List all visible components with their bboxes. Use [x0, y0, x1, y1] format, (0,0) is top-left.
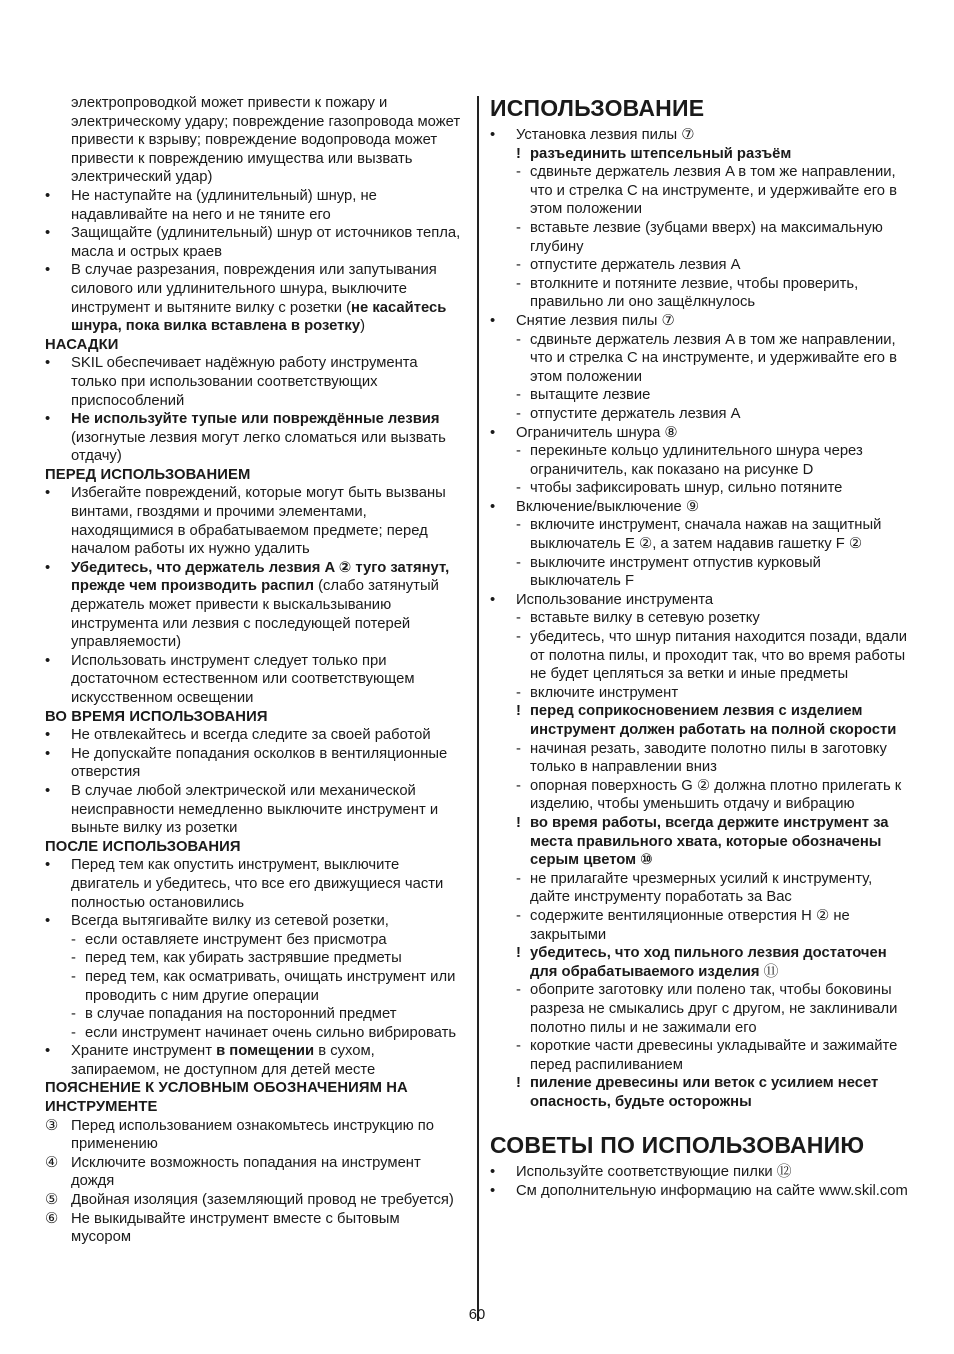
list-marker: •	[490, 127, 496, 143]
text-run: Не наступайте на (удлинительный) шнур, не надавливайте на него и не тяните его	[71, 187, 377, 223]
list-marker: -	[71, 1024, 76, 1041]
bullet-item	[45, 782, 463, 838]
warning-mark: !	[516, 1075, 521, 1092]
list-marker: •	[490, 312, 496, 329]
text-run: В случае любой электрической или механической неисправности немедленно выключите инструмент и выньте вилку из розетки	[71, 782, 439, 837]
bullet-item	[45, 745, 463, 782]
dash-item	[45, 1005, 463, 1024]
list-marker: •	[45, 411, 51, 428]
text-run: Защищайте (удлинительный) шнур от источников тепла, масла и острых краев	[71, 225, 461, 260]
list-marker: -	[516, 480, 521, 497]
text-run: если оставляете инструмент без присмотра	[85, 931, 387, 948]
text-run: ВО ВРЕМЯ ИСПОЛЬЗОВАНИЯ	[45, 708, 268, 725]
dash-item	[490, 740, 915, 777]
list-marker: -	[516, 740, 521, 757]
text-run: Использование инструмента	[516, 591, 714, 608]
list-marker: -	[516, 610, 521, 627]
symbol-item	[45, 1210, 463, 1247]
text-run: опорная поверхность G ② должна плотно прилегать к изделию, чтобы уменьшить отдачу и вибрацию	[530, 777, 902, 813]
warning-mark: !	[516, 145, 521, 162]
list-marker: •	[490, 1164, 496, 1181]
text-run: перед тем, как осматривать, очищать инструмент или проводить с ним другие операции	[85, 968, 456, 1004]
dash-item	[490, 479, 915, 498]
text-run: содержите вентиляционные отверстия H ② не закрытыми	[530, 907, 850, 943]
list-marker: •	[45, 559, 51, 576]
list-marker: •	[45, 857, 51, 874]
paragraph	[45, 94, 463, 187]
text-run: Избегайте повреждений, которые могут быть вызваны винтами, гвоздями и прочими элементами, находящимися в обрабатываемом предмете; перед началом работы их нужно удалить	[71, 485, 446, 558]
bullet-item	[45, 726, 463, 745]
symbol-number: ⑤	[45, 1192, 59, 1209]
text-run: См дополнительную информацию на сайте www.skil.com	[516, 1183, 908, 1200]
list-marker: •	[490, 424, 496, 441]
text-run: ПОЯСНЕНИЕ К УСЛОВНЫМ ОБОЗНАЧЕНИЯМ НА ИНСТРУМЕНТЕ	[45, 1080, 408, 1116]
list-marker: -	[71, 1006, 76, 1023]
list-marker: •	[45, 745, 51, 762]
text-run: если инструмент начинает очень сильно вибрировать	[85, 1024, 457, 1041]
text-run: SKIL обеспечивает надёжную работу инструмента только при использовании соответствующих приспособлений	[71, 355, 418, 409]
text-run: Двойная изоляция (заземляющий провод не требуется)	[71, 1192, 454, 1209]
dash-item	[490, 609, 915, 628]
bullet-item	[45, 559, 463, 652]
text-run: включите инструмент	[530, 684, 679, 701]
dash-item	[490, 275, 915, 312]
text-run: ⑪	[759, 963, 779, 980]
list-marker: •	[45, 262, 51, 279]
text-run: Ограничитель шнура ⑧	[516, 424, 678, 441]
bullet-item	[45, 224, 463, 261]
text-run: в случае попадания на посторонний предмет	[85, 1006, 397, 1023]
list-marker: -	[516, 257, 521, 274]
text-run: в сухом, запираемом, не доступном для детей месте	[71, 1043, 376, 1078]
text-run: не касайтесь шнура, пока вилка вставлена в розетку	[71, 299, 447, 335]
left-column	[45, 94, 463, 1247]
text-run: Храните инструмент	[71, 1043, 217, 1060]
warning-item	[490, 944, 915, 981]
list-marker: •	[490, 591, 496, 608]
symbol-item	[45, 1117, 463, 1154]
dash-item	[490, 405, 915, 424]
list-marker: -	[516, 554, 521, 571]
bullet-item	[490, 126, 915, 145]
text-run: убедитесь, что шнур питания находится позади, вдали от полотна пилы, и проходит так, что во время работы не будет цепляться за ветки и иные предметы	[530, 629, 908, 683]
list-marker: -	[516, 684, 521, 701]
list-marker: -	[71, 950, 76, 967]
bullet-item	[490, 498, 915, 517]
text-run: (слабо затянутый держатель может привести к выскальзыванию инструмента или лезвия с последующей потерей управляемости)	[71, 578, 439, 651]
list-marker: -	[516, 164, 521, 181]
text-run: обоприте заготовку или полено так, чтобы боковины разреза не смыкались друг с другом, не заклинивали полотно пилы и не зажимали его	[530, 982, 898, 1036]
dash-item	[490, 981, 915, 1037]
dash-item	[490, 554, 915, 591]
list-marker: •	[45, 782, 51, 799]
symbol-item	[45, 1154, 463, 1191]
symbol-number: ③	[45, 1117, 59, 1134]
text-run: перед соприкосновением лезвия с изделием инструмент должен работать на полной скорости	[530, 703, 897, 738]
list-marker: -	[516, 870, 521, 887]
list-marker: •	[45, 225, 51, 242]
text-run: вставьте лезвие (зубцами вверх) на максимальную глубину	[530, 219, 883, 255]
text-run: начиная резать, заводите полотно пилы в заготовку только в направлении вниз	[530, 740, 887, 776]
list-marker: -	[516, 387, 521, 404]
list-marker: -	[516, 443, 521, 460]
list-marker: -	[516, 907, 521, 924]
text-run: Всегда вытягивайте вилку из сетевой розетки,	[71, 913, 389, 930]
text-run: ИСПОЛЬЗОВАНИЕ	[490, 95, 705, 121]
text-run: Установка лезвия пилы ⑦	[516, 127, 695, 143]
list-marker: •	[45, 485, 51, 502]
text-run: Перед использованием ознакомьтесь инструкцию по применению	[71, 1117, 435, 1153]
text-run: разъединить штепсельный разъём	[530, 145, 792, 162]
bullet-item	[45, 856, 463, 912]
text-run: пиление древесины или веток с усилием несет опасность, будьте осторожны	[530, 1075, 879, 1110]
dash-item	[45, 949, 463, 968]
text-run: перед тем, как убирать застрявшие предметы	[85, 950, 402, 967]
section-heading	[45, 708, 463, 727]
text-run: отпустите держатель лезвия A	[530, 405, 741, 422]
text-run: В случае разрезания, повреждения или запутывания силового или удлинительного шнура, выключите инструмент и вытяните вилку с розетки (	[71, 262, 437, 316]
right-column	[490, 94, 915, 1201]
text-run: Используйте соответствующие пилки ⑫	[516, 1164, 792, 1181]
list-marker: -	[516, 219, 521, 236]
page-number: 60	[468, 1307, 486, 1323]
list-marker: -	[516, 982, 521, 999]
bullet-item	[45, 912, 463, 931]
dash-item	[490, 684, 915, 703]
text-run: убедитесь, что ход пильного лезвия достаточен для обрабатываемого изделия	[530, 945, 887, 980]
warning-item	[490, 145, 915, 164]
list-marker: -	[516, 1038, 521, 1055]
dash-item	[490, 256, 915, 275]
list-marker: •	[45, 913, 51, 930]
warning-item	[490, 814, 915, 870]
section-heading	[45, 336, 463, 355]
warning-mark: !	[516, 703, 521, 720]
dash-item	[45, 931, 463, 950]
text-run: Убедитесь, что держатель лезвия A ② туго затянут, прежде чем производить распил	[71, 559, 450, 595]
list-marker: -	[516, 517, 521, 534]
text-run: вставьте вилку в сетевую розетку	[530, 610, 760, 627]
list-marker: -	[516, 405, 521, 422]
symbol-item	[45, 1191, 463, 1210]
text-run: втолкните и потяните лезвие, чтобы проверить, правильно ли оно защёлкнулось	[530, 275, 859, 311]
text-run: во время работы, всегда держите инструмент за места правильного хвата, которые обозначены серым цветом ⑩	[530, 814, 889, 869]
dash-item	[490, 331, 915, 387]
dash-item	[490, 628, 915, 684]
list-marker: •	[490, 498, 496, 515]
list-marker: •	[45, 727, 51, 744]
text-run: короткие части древесины укладывайте и зажимайте перед распиливанием	[530, 1038, 898, 1073]
text-run: отпустите держатель лезвия A	[530, 257, 741, 274]
list-marker: •	[490, 1183, 496, 1200]
bullet-item	[490, 312, 915, 331]
text-run: Перед тем как опустить инструмент, выключите двигатель и убедитесь, что все его движущиеся части полностью остановились	[71, 857, 444, 911]
text-run: не прилагайте чрезмерных усилий к инструменту, дайте инструменту поработать за Вас	[530, 870, 873, 906]
bullet-item	[490, 1163, 915, 1182]
list-marker: -	[516, 331, 521, 348]
bullet-item	[490, 591, 915, 610]
text-run: сдвиньте держатель лезвия A в том же направлении, что и стрелка C на инструменте, и удерживайте его в этом положении	[530, 164, 897, 218]
section-title	[490, 94, 915, 122]
bullet-item	[45, 410, 463, 466]
section-heading	[45, 1079, 463, 1116]
warning-mark: !	[516, 945, 521, 962]
text-run: )	[360, 318, 366, 335]
dash-item	[45, 1024, 463, 1043]
text-run: Использовать инструмент следует только при достаточном естественном или соответствующем искусственном освещении	[71, 652, 415, 706]
list-marker: -	[516, 275, 521, 292]
bullet-item	[490, 1182, 915, 1201]
dash-item	[490, 1037, 915, 1074]
dash-item	[490, 516, 915, 553]
dash-item	[490, 219, 915, 256]
list-marker: -	[71, 931, 76, 948]
dash-item	[45, 968, 463, 1005]
list-marker: -	[516, 777, 521, 794]
bullet-item	[45, 354, 463, 410]
dash-item	[490, 386, 915, 405]
bullet-item	[45, 1042, 463, 1079]
bullet-item	[490, 424, 915, 443]
text-run: сдвиньте держатель лезвия A в том же направлении, что и стрелка C на инструменте, и удерживайте его в этом положении	[530, 331, 897, 385]
text-run: Не допускайте попадания осколков в вентиляционные отверстия	[71, 745, 448, 781]
dash-item	[490, 907, 915, 944]
section-title	[490, 1131, 915, 1159]
bullet-item	[45, 187, 463, 224]
dash-item	[490, 870, 915, 907]
text-run: электропроводкой может привести к пожару и электрическому удару; повреждение газопровода может привести к взрыву; повреждение водопровода может привести к повреждению имущества или вызвать электрический удар)	[71, 95, 461, 186]
text-run: НАСАДКИ	[45, 336, 119, 353]
text-run: Включение/выключение ⑨	[516, 498, 700, 515]
text-run: Не отвлекайтесь и всегда следите за своей работой	[71, 727, 431, 744]
text-run: чтобы зафиксировать шнур, сильно потяните	[530, 480, 843, 497]
dash-item	[490, 442, 915, 479]
text-run: включите инструмент, сначала нажав на защитный выключатель E ②, а затем надавив гашетку F ②	[530, 517, 882, 553]
text-run: Не выкидывайте инструмент вместе с бытовым мусором	[71, 1210, 400, 1246]
section-heading	[45, 466, 463, 485]
dash-item	[490, 777, 915, 814]
bullet-item	[45, 484, 463, 558]
section-heading	[45, 838, 463, 857]
bullet-item	[45, 652, 463, 708]
text-run: в помещении	[216, 1043, 315, 1060]
text-run: (изогнутые лезвия могут легко сломаться или вызвать отдачу)	[71, 429, 446, 465]
warning-mark: !	[516, 814, 521, 831]
dash-item	[490, 163, 915, 219]
text-run: Снятие лезвия пилы ⑦	[516, 312, 675, 329]
list-marker: -	[516, 629, 521, 646]
list-marker: •	[45, 1043, 51, 1060]
list-marker: •	[45, 652, 51, 669]
list-marker: -	[71, 968, 76, 985]
warning-item	[490, 1074, 915, 1111]
text-run: СОВЕТЫ ПО ИСПОЛЬЗОВАНИЮ	[490, 1132, 865, 1159]
text-run: ПОСЛЕ ИСПОЛЬЗОВАНИЯ	[45, 838, 241, 855]
list-marker: •	[45, 355, 51, 372]
warning-item	[490, 702, 915, 739]
text-run: ПЕРЕД ИСПОЛЬЗОВАНИЕМ	[45, 466, 251, 483]
text-run: Не используйте тупые или повреждённые лезвия	[71, 411, 440, 428]
text-run: Исключите возможность попадания на инструмент дождя	[71, 1154, 421, 1190]
list-marker: •	[45, 187, 51, 204]
text-run: выключите инструмент отпустив курковый выключатель F	[530, 554, 821, 590]
column-divider	[477, 96, 479, 1321]
bullet-item	[45, 261, 463, 335]
text-run: вытащите лезвие	[530, 387, 651, 404]
symbol-number: ④	[45, 1154, 59, 1171]
symbol-number: ⑥	[45, 1210, 59, 1227]
text-run: перекиньте кольцо удлинительного шнура через ограничитель, как показано на рисунке D	[530, 443, 863, 478]
